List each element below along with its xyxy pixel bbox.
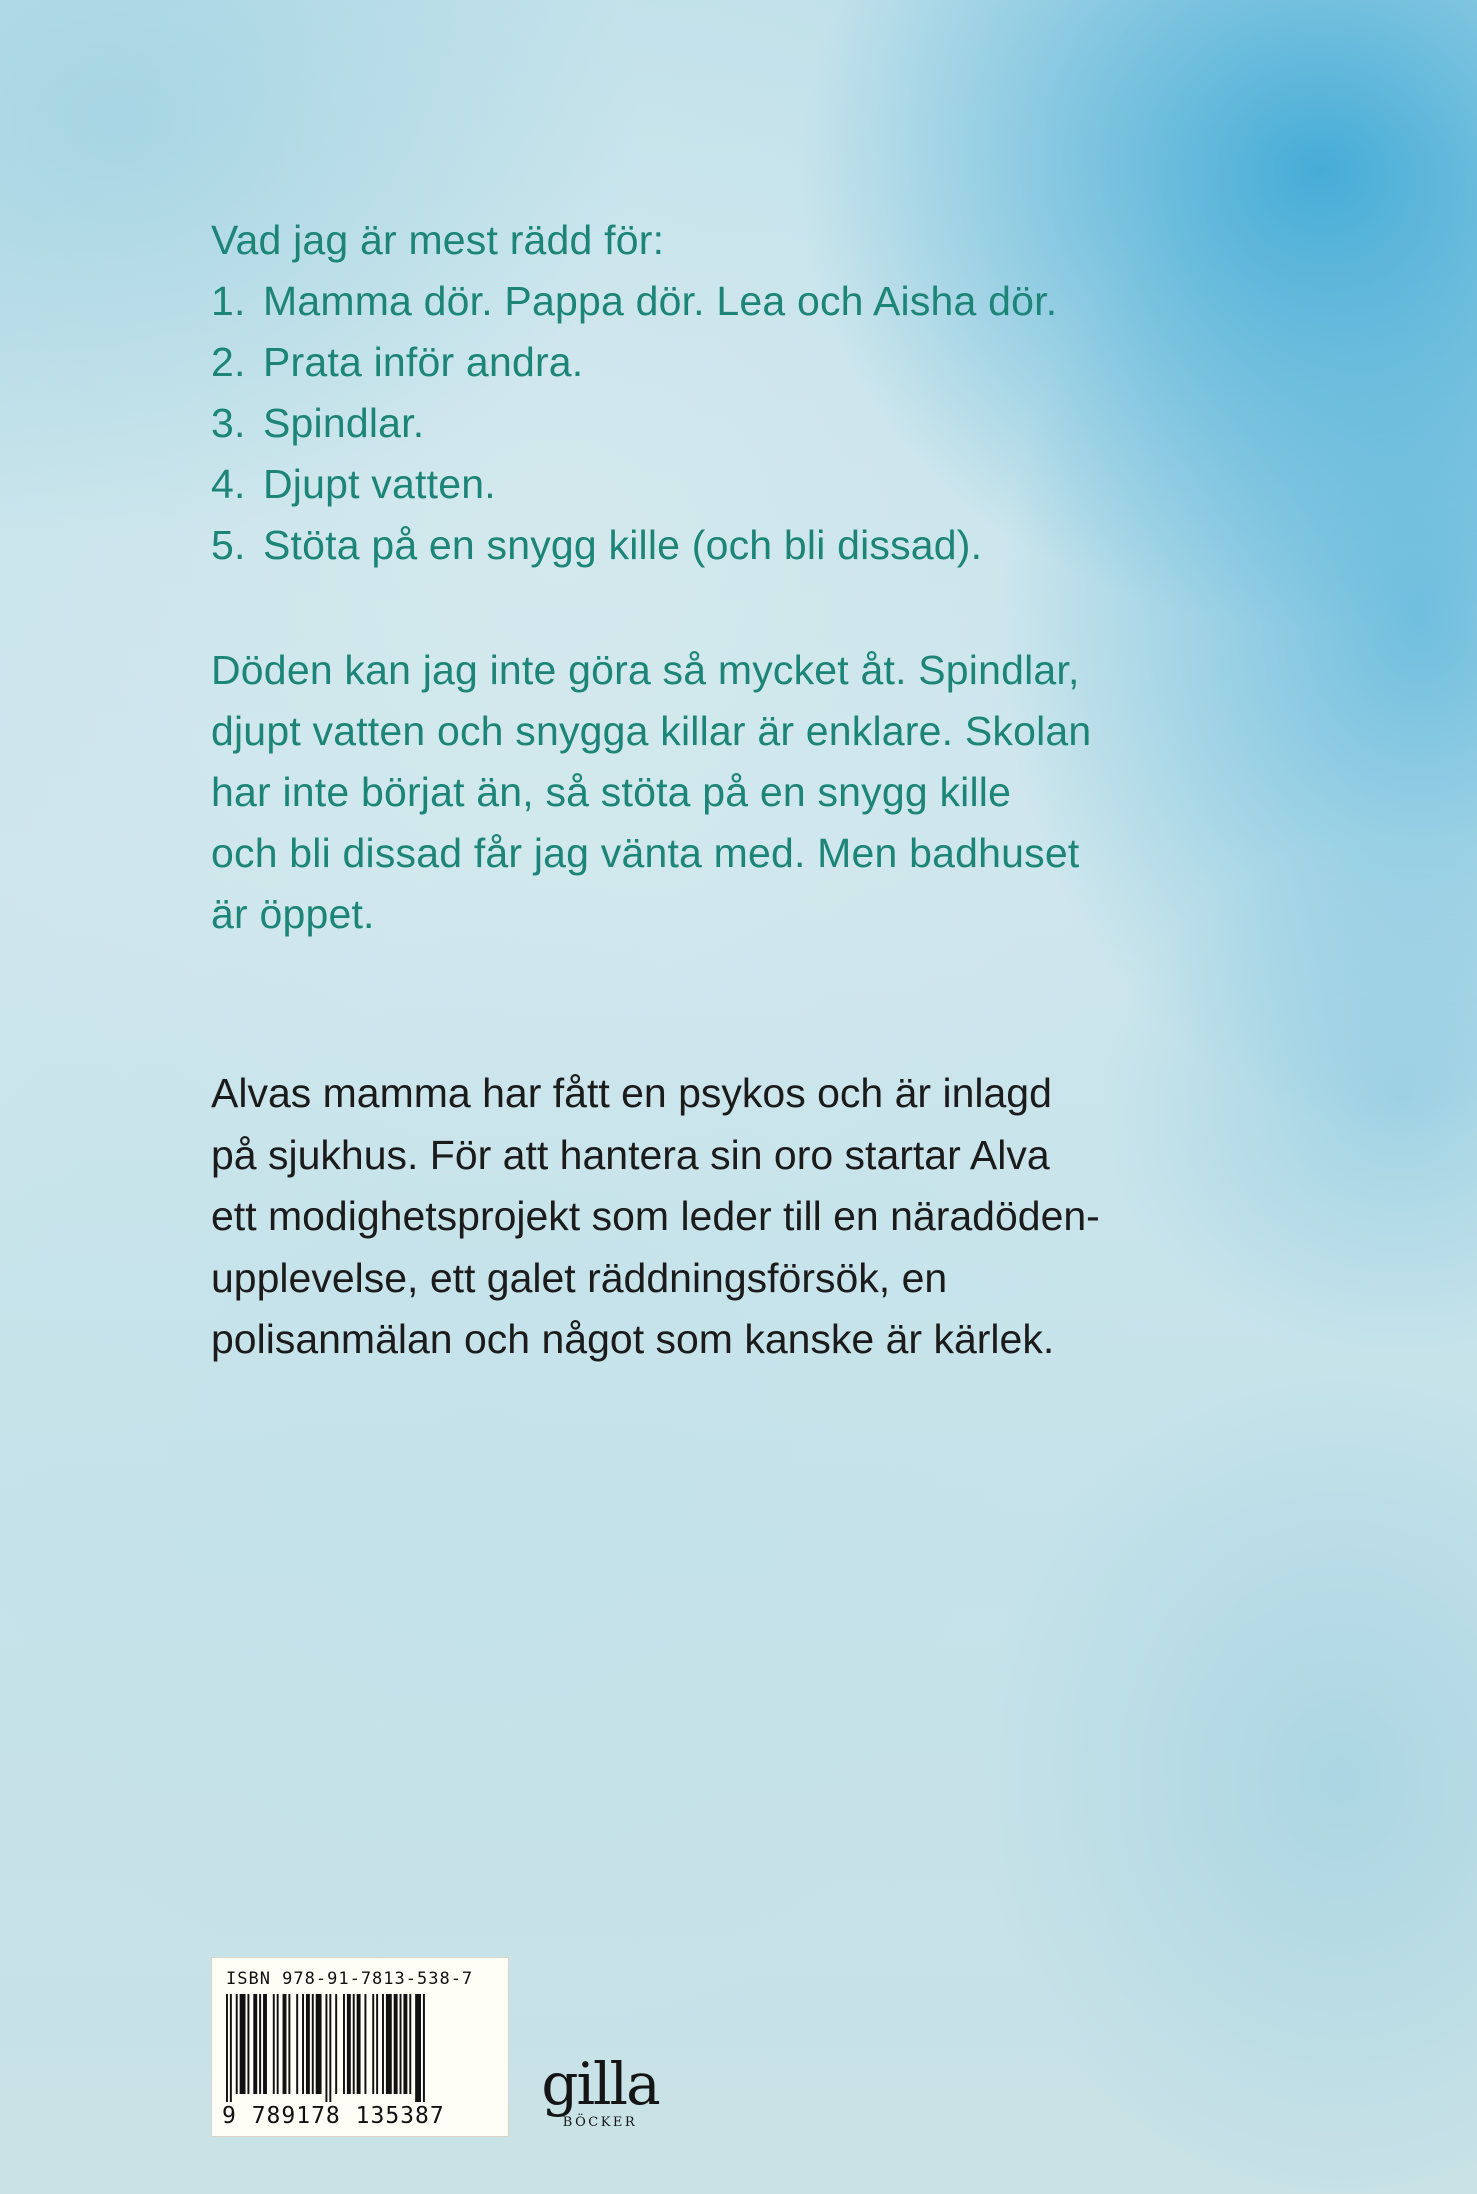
barcode-bar	[400, 1994, 402, 2094]
fear-text: Stöta på en snygg kille (och bli dissad).	[263, 522, 983, 568]
summary-line: polisanmälan och något som kanske är kärlek.	[211, 1316, 1055, 1362]
barcode-bar	[357, 1994, 361, 2094]
blurb-line: och bli dissad får jag vänta med. Men badhuset	[211, 830, 1080, 876]
barcode-bar	[347, 1994, 351, 2094]
fear-item	[211, 271, 1057, 332]
isbn-text: ISBN 978-91-7813-538-7	[226, 1969, 474, 1989]
fear-number: 1.	[211, 278, 246, 324]
barcode-bar	[263, 1994, 267, 2094]
barcode-bar	[394, 1994, 398, 2094]
barcode-bar	[247, 1994, 249, 2094]
barcode-bar	[240, 1994, 246, 2094]
barcode-bar	[259, 1994, 261, 2094]
barcode-label	[211, 1957, 509, 2137]
barcode-bar	[325, 1994, 327, 2102]
fear-number: 3.	[211, 400, 246, 446]
fear-item	[211, 393, 1057, 454]
barcode-bar	[415, 1994, 421, 2102]
barcode-bar	[329, 1994, 331, 2102]
blurb-line: är öppet.	[211, 891, 375, 937]
fears-intro: Vad jag är mest rädd för:	[211, 217, 665, 263]
barcode-bar	[372, 1994, 374, 2094]
publisher-logo	[540, 2050, 660, 2130]
barcode-bar	[230, 1994, 232, 2102]
blurb-paragraph	[211, 640, 1211, 945]
fear-item	[211, 332, 1057, 393]
fears-list	[211, 271, 1057, 576]
blurb-line: Döden kan jag inte göra så mycket åt. Spindlar,	[211, 647, 1080, 693]
barcode-bar	[376, 1994, 378, 2094]
barcode-bar	[277, 1994, 279, 2094]
barcode-bar	[386, 1994, 392, 2094]
barcode-bar	[312, 1994, 314, 2094]
publisher-name: gilla	[541, 2050, 659, 2118]
fear-number: 4.	[211, 461, 246, 507]
summary-line: Alvas mamma har fått en psykos och är inlagd	[211, 1070, 1052, 1116]
barcode-bar	[296, 1994, 298, 2094]
barcode-bar	[288, 1994, 290, 2094]
barcode-bar	[226, 1994, 228, 2102]
fear-text: Prata inför andra.	[263, 339, 584, 385]
barcode-bar	[273, 1994, 275, 2094]
barcode-bar	[302, 1994, 304, 2094]
fear-item	[211, 454, 1057, 515]
summary-paragraph	[211, 1063, 1211, 1371]
barcode-bar	[253, 1994, 257, 2094]
fear-text: Mamma dör. Pappa dör. Lea och Aisha dör.	[263, 278, 1058, 324]
barcode-bar	[343, 1994, 345, 2094]
summary-line: på sjukhus. För att hantera sin oro startar Alva	[211, 1131, 1050, 1178]
barcode-bar	[236, 1994, 238, 2094]
barcode-bar	[403, 1994, 407, 2094]
summary-line: upplevelse, ett galet räddningsförsök, en	[211, 1254, 948, 1301]
barcode-bar	[283, 1994, 287, 2094]
fear-number: 5.	[211, 522, 246, 568]
barcode-bar	[409, 1994, 411, 2094]
barcode-bar	[364, 1994, 366, 2094]
fear-number: 2.	[211, 339, 246, 385]
barcode-bar	[423, 1994, 425, 2102]
publisher-subtitle: BÖCKER	[562, 2115, 638, 2130]
blurb-line: har inte börjat än, så stöta på en snygg kille	[211, 769, 1012, 815]
barcode-bar	[306, 1994, 310, 2094]
barcode-digits: 9 789178 135387	[222, 2103, 445, 2129]
barcode-bar	[382, 1994, 384, 2094]
barcode-bar	[335, 1994, 337, 2094]
barcode-icon	[226, 1994, 496, 2102]
barcode-bar	[353, 1994, 355, 2094]
fear-item	[211, 515, 1057, 576]
fear-text: Spindlar.	[263, 400, 425, 446]
summary-line: ett modighetsprojekt som leder till en näradöden-	[211, 1193, 1100, 1239]
fear-text: Djupt vatten.	[263, 461, 496, 507]
barcode-bar	[316, 1994, 322, 2094]
blurb-line: djupt vatten och snygga killar är enklare. Skolan	[211, 708, 1092, 754]
